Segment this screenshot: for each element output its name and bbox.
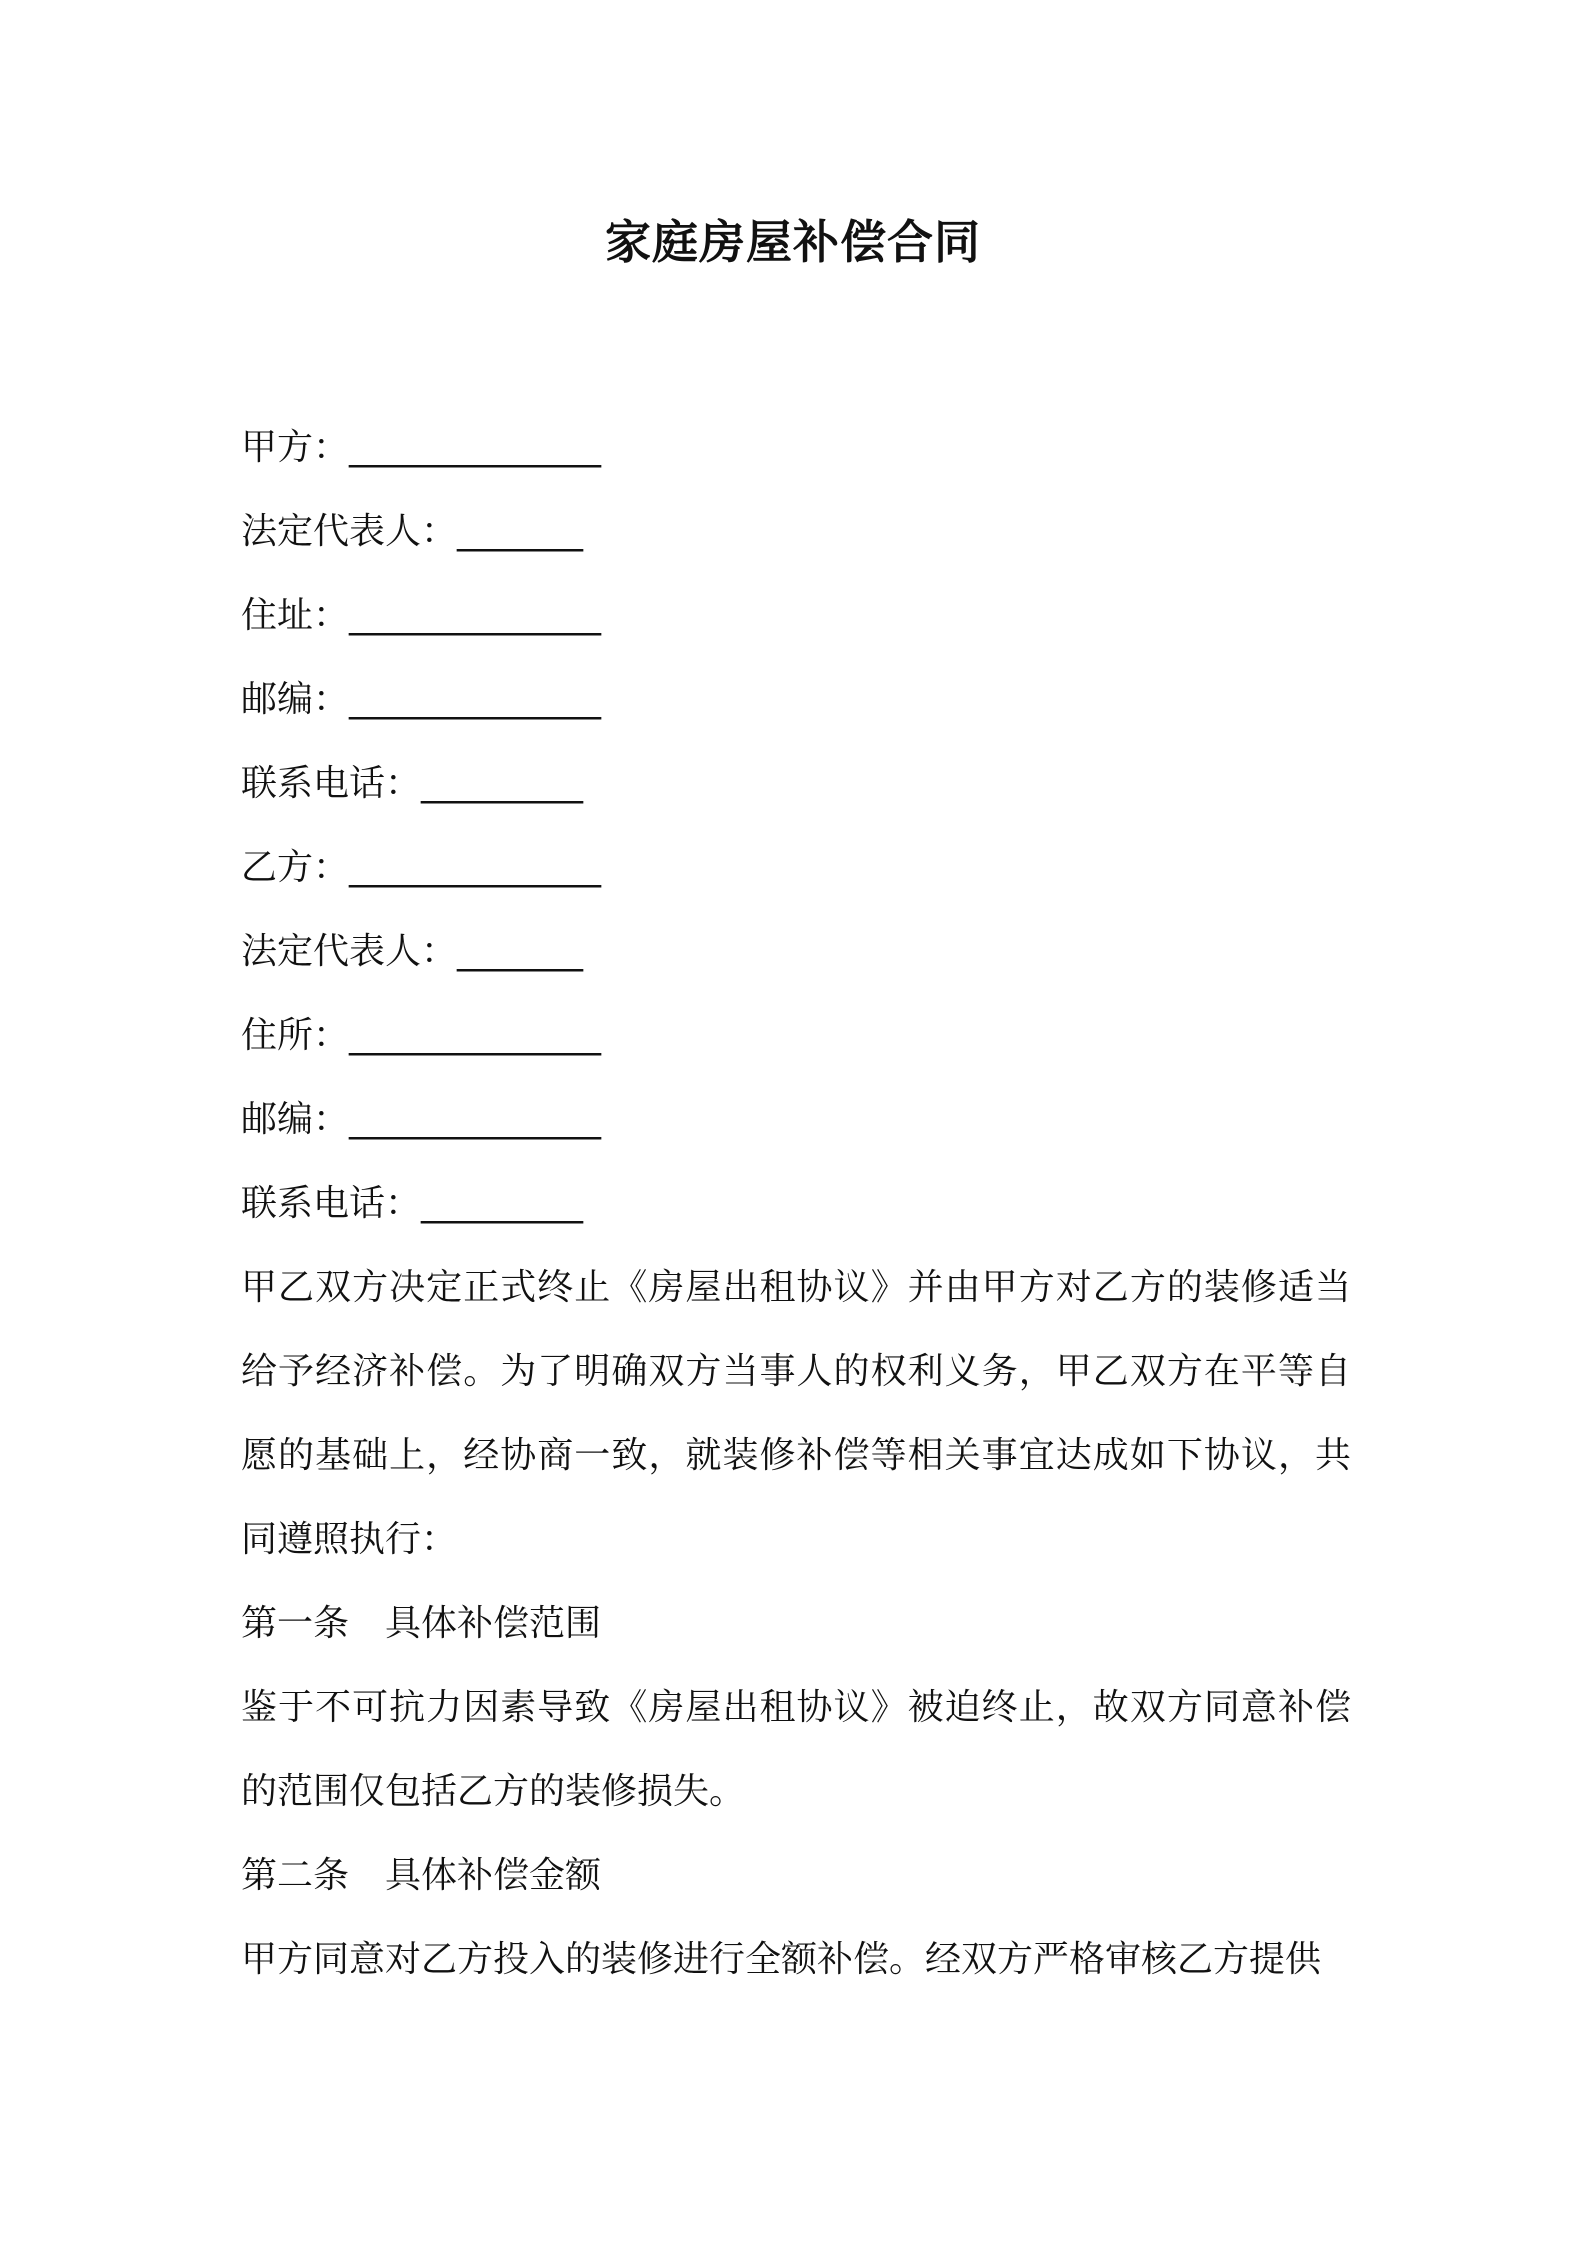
field-party-b [241,826,1351,910]
field-label: 法定代表人： [241,931,458,972]
field-label: 联系电话： [241,763,422,804]
field-party-a-postcode [241,658,1351,742]
article-2-heading: 第二条 具体补偿金额 [241,1855,602,1896]
field-blank-line: _________ [421,1183,584,1224]
field-party-b-legal-rep [241,910,1351,994]
field-party-b-postcode [241,1078,1351,1162]
field-party-b-residence [241,994,1351,1078]
document-title: 家庭房屋补偿合同 [605,215,981,269]
field-blank-line: ______________ [349,679,602,720]
article-1-text: 鉴于不可抗力因素导致《房屋出租协议》被迫终止，故双方同意补偿的范围仅包括乙方的装修损失。 [241,1687,1351,1812]
field-label: 甲方： [241,427,350,468]
intro-paragraph: 甲乙双方决定正式终止《房屋出租协议》并由甲方对乙方的装修适当给予经济补偿。为了明确双方当事人的权利义务，甲乙双方在平等自愿的基础上，经协商一致，就装修补偿等相关事宜达成如下协议，共同遵照执行： [241,1267,1351,1560]
field-blank-line: ______________ [349,595,602,636]
field-blank-line: ______________ [349,427,602,468]
field-blank-line: ______________ [349,1099,602,1140]
field-blank-line: ______________ [349,1015,602,1056]
field-label: 住址： [241,595,350,636]
field-blank-line: _________ [421,763,584,804]
article-1-heading: 第一条 具体补偿范围 [241,1603,602,1644]
field-party-b-phone [241,1162,1351,1246]
field-party-a-phone [241,742,1351,826]
field-blank-line: _______ [457,511,584,552]
field-label: 联系电话： [241,1183,422,1224]
field-label: 邮编： [241,1099,350,1140]
field-label: 乙方： [241,847,350,888]
field-blank-line: _______ [457,931,584,972]
field-party-a-legal-rep [241,490,1351,574]
field-blank-line: ______________ [349,847,602,888]
field-label: 法定代表人： [241,511,458,552]
field-party-a-address [241,574,1351,658]
field-label: 住所： [241,1015,350,1056]
field-label: 邮编： [241,679,350,720]
article-2-text: 甲方同意对乙方投入的装修进行全额补偿。经双方严格审核乙方提供 [241,1939,1322,1980]
field-party-a [241,406,1351,490]
document-body [241,406,1351,2002]
